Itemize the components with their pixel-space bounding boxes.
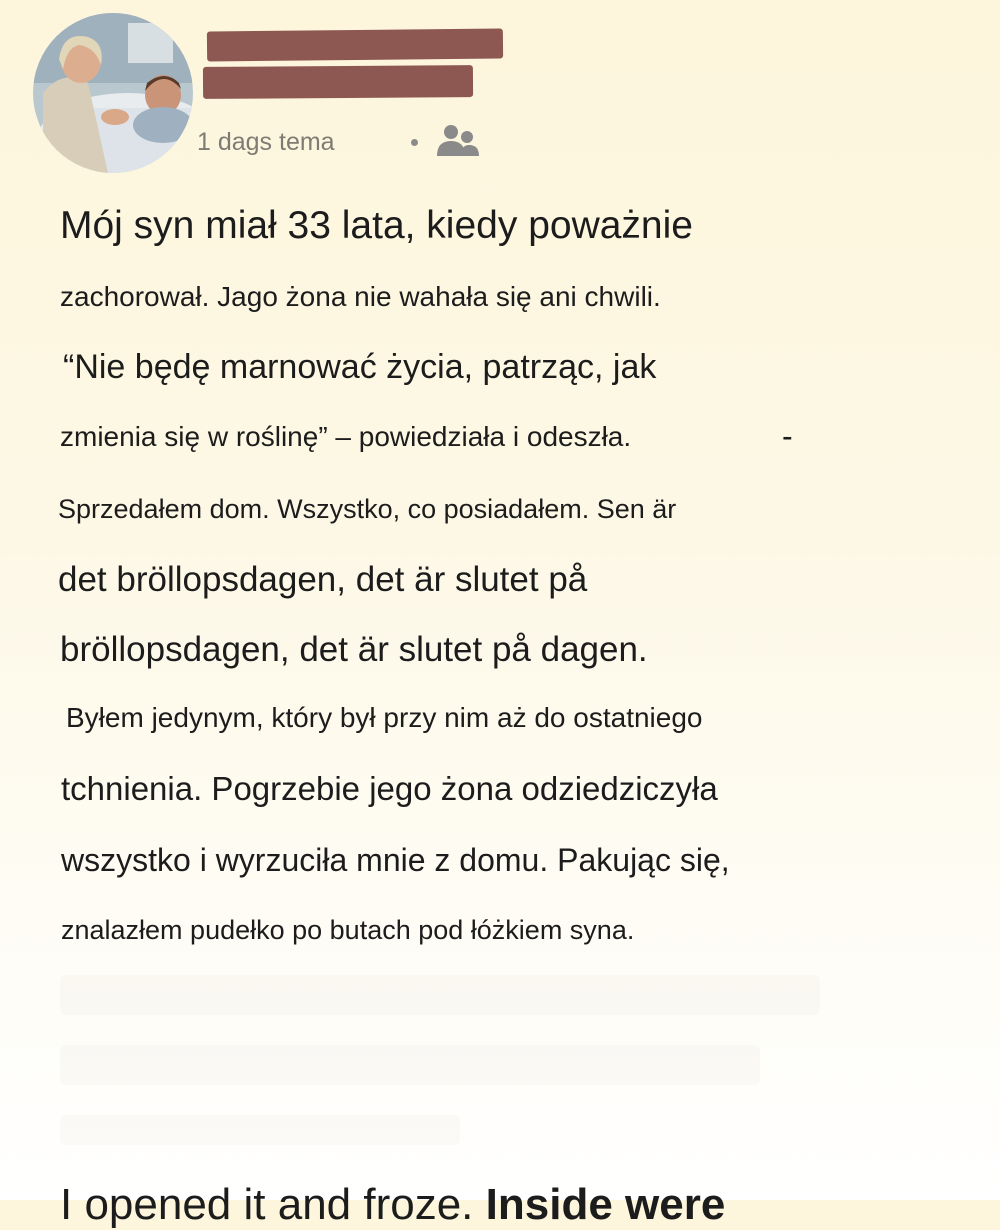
post-text-line: znalazłem pudełko po butach pod łóżkiem syna.	[61, 915, 635, 945]
post-text-line: Sprzedałem dom. Wszystko, co posiadałem. Sen är	[58, 494, 677, 524]
avatar-image	[33, 13, 193, 173]
post-text-line: zachorował. Jago żona nie wahała się ani chwili.	[60, 281, 661, 312]
post-timestamp[interactable]: 1 dags tema	[197, 128, 335, 156]
redacted-author-name	[207, 28, 503, 61]
post-text-line: Mój syn miał 33 lata, kiedy poważnie	[60, 204, 693, 247]
redacted-author-name-line-2	[203, 65, 473, 99]
group-icon[interactable]	[434, 122, 480, 160]
separator-dot	[411, 139, 418, 146]
post-text-line: zmienia się w roślinę” – powiedziała i odeszła.	[60, 421, 632, 452]
stray-dash: -	[782, 418, 793, 454]
profile-avatar[interactable]	[33, 13, 193, 173]
post-text-line: Byłem jedynym, który był przy nim aż do ostatniego	[66, 702, 703, 733]
faded-text-line	[60, 1115, 460, 1145]
post-text-line: det bröllopsdagen, det är slutet på	[58, 560, 588, 599]
post-text-line: wszystko i wyrzuciła mnie z domu. Pakując się,	[61, 842, 730, 878]
post-text-line: “Nie będę marnować życia, patrząc, jak	[63, 348, 657, 386]
post-text-line: bröllopsdagen, det är slutet på dagen.	[60, 630, 648, 669]
cut-off-text-line	[60, 1180, 725, 1230]
cut-off-text-regular: I opened it and froze.	[60, 1180, 486, 1229]
cut-off-text-bold: Inside were	[485, 1180, 726, 1229]
post-text-line: tchnienia. Pogrzebie jego żona odziedziczyła	[61, 770, 718, 807]
faded-text-line	[60, 1045, 760, 1085]
faded-text-line	[60, 975, 820, 1015]
